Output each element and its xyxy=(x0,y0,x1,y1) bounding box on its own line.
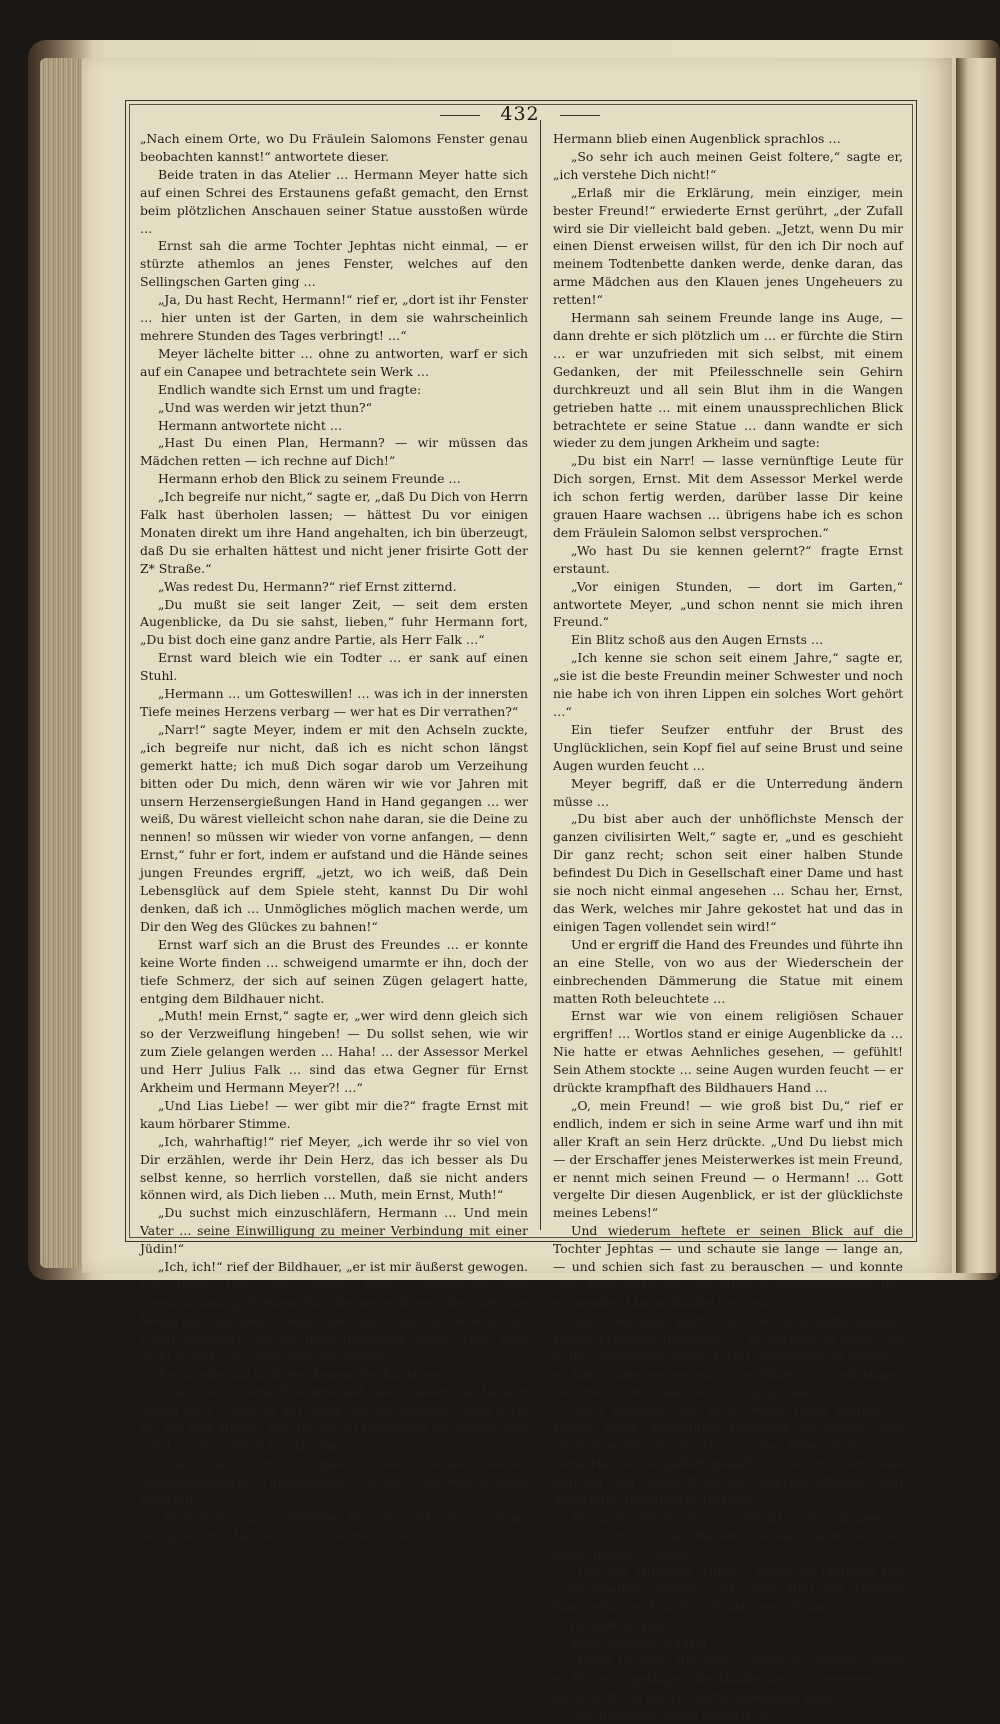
column-divider xyxy=(540,120,541,1230)
paragraph: Der Bildhauer stand erstarrt da! xyxy=(571,1706,776,1722)
right-column xyxy=(553,130,903,1724)
facing-page-edge xyxy=(956,58,996,1273)
paragraph: „Mein fester, unumstößlicher Vorsatz, mich nie … und am wenigsten mit Lia Salomon zu verheirathen.“ xyxy=(140,1509,528,1543)
paragraph: „Du bist ein Narr! — lasse vernünftige Leute für Dich sorgen, Ernst. Mit dem Assessor Merkel werde ich schon fertig werden, darüber lasse Dir keine grauen Haare wachsen … übrigens habe ich es schon dem Fräulein Salomon selbst versprochen.“ xyxy=(553,453,903,540)
paragraph: Ein tiefer Seufzer entfuhr der Brust des Unglücklichen, sein Kopf fiel auf seine Brust und seine Augen wurden feucht … xyxy=(553,721,903,773)
paragraph: „Nach einem Orte, wo Du Fräulein Salomons Fenster genau beobachten kannst!“ antwortete dieser. xyxy=(140,131,528,164)
paragraph: Ernst warf sich an die Brust des Freundes … er konnte keine Worte finden … schweigend umarmte er ihn, doch der tiefe Schmerz, der sich auf seinen Zügen gelagert hatte, entging dem Bildhauer nicht. xyxy=(140,936,528,1006)
paragraph: Hermann erhob den Blick zu seinem Freunde … xyxy=(158,471,461,487)
paragraph: „Ich begreife nur nicht,“ sagte er, „daß Du Dich von Herrn Falk hast überholen lassen; — hättest Du vor einigen Monaten direkt um ihre Hand angehalten, ich bin überzeugt, daß Du sie erhalten hättest und nicht jener frisirte Gott der Z* Straße.“ xyxy=(140,489,528,576)
paragraph: Hermann sah seinem Freunde lange ins Auge, — dann drehte er sich plötzlich um … er fürchte die Stirn … er war unzufrieden mit sich selbst, mit einem Gedanken, der mit Pfeilesschnelle sein Gehirn durchkreuzt und all sein Blut ihm in die Wangen getrieben hatte … mit einem unaussprechlichen Blick betrachtete er seine Statue … dann wandte er sich wieder zu dem jungen Arkheim und sagte: xyxy=(553,310,903,451)
paragraph: „Hermann … um Gotteswillen! … was ich in der innersten Tiefe meines Herzens verbarg — wer hat es Dir verrathen?“ xyxy=(140,686,528,719)
paragraph: „Ja, Du hast Recht, Hermann!“ rief er, „dort ist ihr Fenster … hier unten ist der Garten, in dem sie wahrscheinlich mehrere Stunden des Tages verbringt! …“ xyxy=(140,292,528,343)
paragraph: „Ich kenne sie schon seit einem Jahre,“ sagte er, „sie ist die beste Freundin meiner Schwester und noch nie habe ich von ihren Lippen ein solches Wort gehört …“ xyxy=(553,650,903,719)
paragraph: Und er ergriff die Hand des Freundes und führte ihn an eine Stelle, von wo aus der Wiederschein der einbrechenden Dämmerung die Statue mit einem matten Roth beleuchtete … xyxy=(553,936,903,1006)
paragraph: Ernst sah die arme Tochter Jephtas nicht einmal, — er stürzte athemlos an jenes Fenster, welches auf den Sellingschen Garten ging … xyxy=(140,238,528,290)
paragraph: Ernst entwand sich den Armen des Künstlers. xyxy=(158,1366,446,1382)
paragraph: Und wiederum heftete er seinen Blick auf die Tochter Jephtas — und schaute sie lange — lange an, — und schien sich fast zu berauschen — und konnte sein Auge nicht von den edlen Schmerzenszügen des weinenden Marmorbildes trennen! xyxy=(553,1223,903,1310)
paragraph: „Und was werden wir jetzt thun?“ xyxy=(158,399,372,415)
paragraph: Beide traten in das Atelier … Hermann Meyer hatte sich auf einen Schrei des Erstaunens gefaßt gemacht, den Ernst beim plötzlichen Anschauen seiner Statue ausstoßen würde … xyxy=(140,166,528,236)
paragraph: „Ich, ich!“ rief der Bildhauer, „er ist mir äußerst gewogen. Ich halte ihm eine lange Rede, verspreche ihm vierundzwanzig Statuen für die neue Börse, die alle wie Menschen aussehen sollen, aber nicht wie die, welche das Lokal bevölkern. So sei doch gescheidt, Ernst! rege Dich nicht so auf … es wird alles gut werden …“ xyxy=(140,1259,528,1364)
paragraph: Meyer lächelte bitter … ohne zu antworten, warf er sich auf ein Canapee und betrachtete sein Werk … xyxy=(140,345,528,379)
page-edges xyxy=(40,58,85,1268)
paragraph: „Und darf ich wenigstens den Namen dieses unübersteigbaren Chimborassos wissen?“ erwiederte jener lächelnd. xyxy=(140,1456,528,1507)
page-number-rule-right xyxy=(560,115,600,116)
paragraph: „Du mußt sie seit langer Zeit, — seit dem ersten Augenblicke, da Du sie sahst, lieben,“ fuhr Hermann fort, „Du bist doch eine ganz andre Partie, als Herr Falk …“ xyxy=(140,596,528,648)
paragraph: „Erlaß mir die Erklärung, mein einziger, mein bester Freund!“ erwiederte Ernst gerührt, „der Zufall wird sie Dir vielleicht bald geben. „Jetzt, wenn Du mir einen Dienst erweisen willst, für den ich Dir noch auf meinem Todtenbette danken werde, denke daran, das arme Mädchen aus den Klauen jenes Ungeheuers zu retten!“ xyxy=(553,184,903,308)
page-number: 432 xyxy=(500,103,540,125)
paragraph: „Muth! mein Ernst,“ sagte er, „wer wird denn gleich sich so der Verzweiflung hingeben! — Du sollst sehen, wie wir zum Ziele gelangen werden … Haha! … der Assessor Merkel und Herr Julius Falk … sind das etwa Gegner für Ernst Arkheim und Hermann Meyer?! …“ xyxy=(140,1008,528,1096)
paragraph: „Was redest Du, Hermann?“ rief Ernst zitternd. xyxy=(158,578,457,594)
paragraph: „Du bist aber auch der unhöflichste Mensch der ganzen civilisirten Welt,“ sagte er, „und es geschieht Dir ganz recht; schon seit einer halben Stunde befindest Du Dich in Gesellschaft einer Dame und hast sie noch nicht einmal angesehen … Schau her, Ernst, das Werk, welches mir Jahre gekostet hat und das in einigen Tagen vollendet sein wird!“ xyxy=(553,811,903,934)
paragraph: Ein Blitz schoß aus den Augen Ernsts … xyxy=(571,632,824,648)
paragraph: Hermann antwortete nicht … xyxy=(158,417,343,433)
paragraph: Doch plötzlich ließ Ernst seine Hand fahren, — schien einen Augenblick furchtbar zu leiden, sein Gesicht wurde feuerroth — seine Züge verzerrt, — seine Hände krampfhaft geballt … und mit einem Male entrang sich seiner Brust ein mehrere Minuten lang dauernder, furchtbarer Husten! xyxy=(553,1402,903,1507)
paragraph: „Und wenn Deine Freundschaft alle Hindernisse besiegt haben wird,“ sagte er mit tiefer, ernster Stimme, „dann wirst Du auf eins stoßen, das Du nie zu beseitigen im Stande sein wirst … nie — hörst Du, Hermann? — nie!“ xyxy=(140,1384,528,1454)
paragraph: „Du suchst mich einzuschläfern, Hermann … Und mein Vater … seine Einwilligung zu meiner Verbindung mit einer Jüdin!“ xyxy=(140,1205,528,1257)
paragraph: Endlich wandte sich Ernst um und fragte: xyxy=(158,381,422,397)
paragraph: Ernst lächelte traurig … xyxy=(571,1635,724,1651)
paragraph: Hermann blieb einen Augenblick sprachlos … xyxy=(553,131,841,146)
paragraph: „Um des Himmels willen!“ schrie er plötzlich mit schreckhafter Stimme, „ich sehe Blut auf Deinem Taschentuche, Ernst! … Ernst, was ist das? … sprich! … Du hustest Blut! …“ xyxy=(553,1563,903,1633)
paragraph: Hermann führte ihn erschreckt zum Canapee … reichte ihm ein Glas Wasser und bald hatte sich der Anfall gelegt … Doch … xyxy=(553,1509,903,1561)
paragraph: „Wo hast Du sie kennen gelernt?“ fragte Ernst erstaunt. xyxy=(553,542,903,576)
paragraph: „O, mein Freund! — wie groß bist Du,“ rief er endlich, indem er sich in seine Arme warf und ihn mit aller Kraft an sein Herz drückte. „Und Du liebst mich — der Erschaffer jenes Meisterwerkes ist mein Freund, er nennt mich seinen Freund — o Hermann! … Gott vergelte Dir diesen Augenblick, er ist der glücklichste meines Lebens!“ xyxy=(553,1097,903,1221)
paragraph: „Vor einigen Stunden, — dort im Garten,“ antwortete Meyer, „und schon nennt sie mich ihren Freund.“ xyxy=(553,578,903,630)
paragraph: Ernst ward bleich wie ein Todter … er sank auf einen Stuhl. xyxy=(140,650,528,684)
paragraph: Auch Hermann fühlte sich bei dem Enthusiasmus seines Freundes glücklich, — er bereute es nicht, ihn in das Geheimniß seiner Arbeit eingeweiht zu haben … er hatte alles vergessen, … er fühlte sich seit langer Zeit zum ersten Male recht innig glücklich. xyxy=(553,1312,903,1400)
paragraph: „Und Lias Liebe! — wer gibt mir die?“ fragte Ernst mit kaum hörbarer Stimme. xyxy=(140,1097,528,1131)
left-column xyxy=(140,130,528,1545)
paragraph: Meyer begriff, daß er die Unterredung ändern müsse … xyxy=(553,775,903,809)
paragraph: „Hast Du einen Plan, Hermann? — wir müssen das Mädchen retten — ich rechne auf Dich!“ xyxy=(140,435,528,469)
paragraph: Ernst war wie von einem religiösen Schauer ergriffen! … Wortlos stand er einige Augenblicke da … Nie hatte er etwas Aehnliches gesehen, — gefühlt! Sein Athem stockte … seine Augen wurden feucht — er drückte krampfhaft des Bildhauers Hand … xyxy=(553,1008,903,1096)
paragraph: „Weißt Du nun, Hermann,“ sagte er, „warum, wenn es Dir auch gelänge, alle Hindernisse zu besiegen, ich doch nicht Lia zur Gefährtin annehmen kann?!“ xyxy=(553,1653,903,1704)
paragraph: „So sehr ich auch meinen Geist foltere,“ sagte er, „ich verstehe Dich nicht!“ xyxy=(553,148,903,182)
paragraph: „Ich, wahrhaftig!“ rief Meyer, „ich werde ihr so viel von Dir erzählen, werde ihr Dein Herz, das ich besser als Du selbst kenne, so herrlich vorstellen, daß sie nicht anders können wird, als Dich lieben … Muth, mein Ernst, Muth!“ xyxy=(140,1133,528,1203)
paragraph: „Narr!“ sagte Meyer, indem er mit den Achseln zuckte, „ich begreife nur nicht, daß ich es nicht schon längst gemerkt hatte; ich muß Dich sogar darob um Verzeihung bitten oder Du mich, denn wären wir wie vor Jahren mit unsern Herzensergießungen Hand in Hand gegangen … wer weiß, Du wärest vielleicht schon nahe daran, sie die Deine zu nennen! so müssen wir wieder von vorne anfangen, — denn Ernst,“ fuhr er fort, indem er aufstand und die Hände seines jungen Freundes ergriff, „jetzt, wo ich weiß, daß Dein Lebensglück auf dem Spiele steht, kannst Du Dir wohl denken, daß ich … Unmögliches möglich machen werde, um Dir den Weg des Glückes zu bahnen!“ xyxy=(140,721,528,934)
